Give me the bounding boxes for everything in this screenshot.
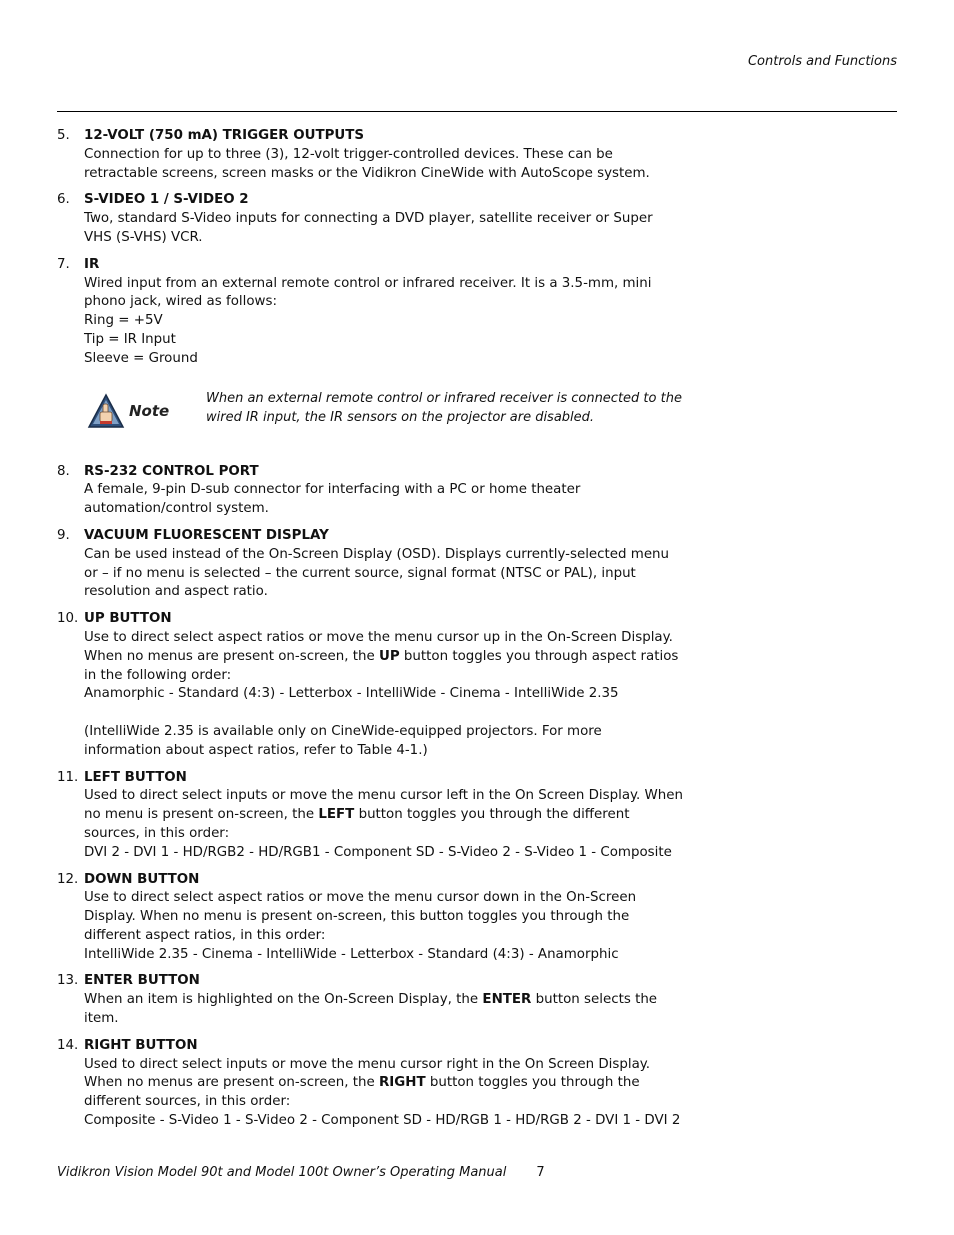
item-number: 6.	[57, 192, 70, 208]
item-title: RS-232 CONTROL PORT	[84, 463, 259, 479]
item-text: IntelliWide 2.35 - Cinema - IntelliWide - Letterbox - Standard (4:3) - Anamorphic	[84, 946, 619, 962]
item-text: When an item is highlighted on the On-Screen Display, the ENTER button selects the	[84, 992, 658, 1008]
item-number: 5.	[57, 128, 70, 143]
list-item	[57, 527, 677, 602]
running-head: Controls and Functions	[747, 54, 897, 69]
item-text: Tip = IR Input	[84, 331, 176, 347]
item-text: different sources, in this order:	[84, 1094, 291, 1110]
header-rule	[57, 111, 897, 112]
item-text: Used to direct select inputs or move the menu cursor left in the On Screen Display. When	[84, 788, 684, 804]
item-text: phono jack, wired as follows:	[84, 294, 277, 310]
list-item	[57, 972, 677, 1028]
list-item	[57, 610, 677, 760]
item-number: 12.	[57, 871, 79, 887]
note-label: Note	[129, 401, 170, 420]
list-item	[57, 256, 677, 369]
item-text: sources, in this order:	[84, 825, 230, 841]
list-item	[57, 871, 677, 965]
item-number: 7.	[57, 256, 70, 272]
note-pointing-hand-icon	[87, 393, 125, 429]
item-text: Display. When no menu is present on-screen, this button toggles you through the	[84, 909, 630, 925]
item-number: 9.	[57, 527, 70, 543]
page-footer	[57, 1165, 545, 1180]
item-text: resolution and aspect ratio.	[84, 584, 268, 600]
item-text: no menu is present on-screen, the LEFT button toggles you through the different	[84, 807, 630, 823]
item-text: Connection for up to three (3), 12-volt trigger-controlled devices. These can be	[84, 146, 613, 162]
item-list	[57, 127, 684, 1131]
item-text: Use to direct select aspect ratios or move the menu cursor up in the On-Screen Display.	[84, 629, 673, 645]
list-item	[57, 191, 677, 247]
item-text: DVI 2 - DVI 1 - HD/RGB2 - HD/RGB1 - Component SD - S-Video 2 - S-Video 1 - Composite	[84, 844, 672, 860]
item-title: ENTER BUTTON	[84, 973, 200, 989]
item-text: VHS (S-VHS) VCR.	[84, 229, 203, 245]
item-title: DOWN BUTTON	[84, 871, 200, 887]
item-number: 10.	[57, 611, 79, 627]
footer-title: Vidikron Vision Model 90t and Model 100t Owner’s Operating Manual	[57, 1165, 507, 1180]
item-text: Can be used instead of the On-Screen Display (OSD). Displays currently-selected menu	[84, 546, 670, 562]
item-text: automation/control system.	[84, 501, 269, 517]
item-text: (IntelliWide 2.35 is available only on CineWide-equipped projectors. For more	[84, 723, 602, 739]
list-item	[57, 127, 677, 183]
item-text: Two, standard S-Video inputs for connecting a DVD player, satellite receiver or Super	[84, 211, 653, 227]
item-text: in the following order:	[84, 667, 232, 683]
item-text: Ring = +5V	[84, 313, 163, 329]
item-number: 14.	[57, 1037, 79, 1053]
item-text: Used to direct select inputs or move the menu cursor right in the On Screen Display.	[84, 1056, 651, 1072]
item-text: Sleeve = Ground	[84, 350, 198, 366]
item-text: information about aspect ratios, refer to Table 4-1.)	[84, 742, 428, 758]
item-title: IR	[84, 256, 100, 272]
item-text: different aspect ratios, in this order:	[84, 927, 326, 943]
item-text: or – if no menu is selected – the current source, signal format (NTSC or PAL), input	[84, 565, 636, 581]
item-number: 13.	[57, 973, 79, 989]
item-title: RIGHT BUTTON	[84, 1037, 198, 1053]
item-text: When no menus are present on-screen, the UP button toggles you through aspect ratios	[84, 648, 679, 664]
item-text: item.	[84, 1011, 119, 1027]
item-number: 11.	[57, 769, 79, 785]
note-text: wired IR input, the IR sensors on the projector are disabled.	[206, 409, 595, 425]
item-text: Use to direct select aspect ratios or move the menu cursor down in the On-Screen	[84, 890, 637, 906]
item-text: Wired input from an external remote control or infrared receiver. It is a 3.5-mm, mini	[84, 275, 652, 291]
page-number: 7	[536, 1165, 545, 1180]
item-title: 12-VOLT (750 mA) TRIGGER OUTPUTS	[84, 128, 365, 143]
item-number: 8.	[57, 463, 70, 479]
item-text: Composite - S-Video 1 - S-Video 2 - Component SD - HD/RGB 1 - HD/RGB 2 - DVI 1 - DVI 2	[84, 1113, 681, 1129]
item-text: When no menus are present on-screen, the RIGHT button toggles you through the	[84, 1075, 640, 1091]
item-title: VACUUM FLUORESCENT DISPLAY	[84, 527, 329, 543]
list-item	[57, 1037, 681, 1131]
item-title: S-VIDEO 1 / S-VIDEO 2	[84, 192, 249, 208]
list-item	[57, 769, 684, 863]
item-title: LEFT BUTTON	[84, 769, 187, 785]
note-box	[57, 389, 682, 429]
note-text: When an external remote control or infrared receiver is connected to the	[206, 390, 682, 406]
list-item	[57, 463, 677, 519]
item-text: A female, 9-pin D-sub connector for interfacing with a PC or home theater	[84, 482, 581, 498]
item-text: Anamorphic - Standard (4:3) - Letterbox - IntelliWide - Cinema - IntelliWide 2.35	[84, 686, 619, 702]
item-title: UP BUTTON	[84, 611, 172, 627]
item-text: retractable screens, screen masks or the Vidikron CineWide with AutoScope system.	[84, 165, 650, 181]
